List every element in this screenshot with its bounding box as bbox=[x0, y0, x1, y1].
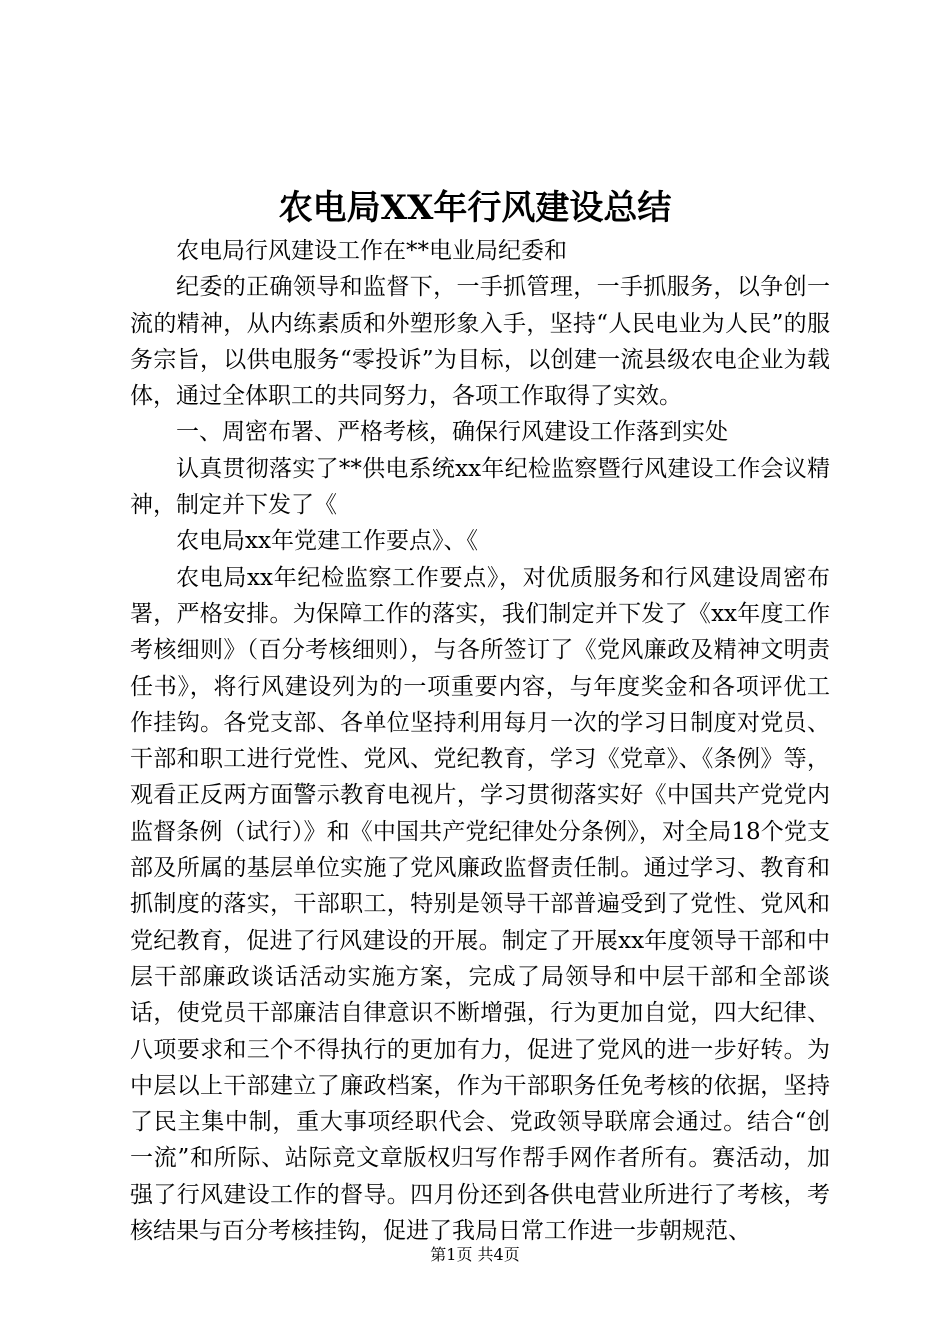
paragraph-intro-1: 农电局行风建设工作在**电业局纪委和 bbox=[176, 238, 567, 264]
paragraph-section-1-b: 农电局xx年党建工作要点》、《 bbox=[176, 528, 478, 555]
section-heading-1: 一、周密布署、严格考核，确保行风建设工作落到实处 bbox=[176, 419, 728, 446]
paragraph-section-1-c: 农电局xx年纪检监察工作要点》，对优质服务和行风建设周密布署，严格安排。为保障工作的落实，我们制定并下发了《xx年度工作考核细则》（百分考核细则），与各所签订了《党风廉政及精神文明责任书》，将行风建设列为的一项重要内容，与年度奖金和各项评优工作挂钩。各党支部、各单位坚持利用每月一次的学习日制度对党员、干部和职工进行党性、党风、党纪教育，学习《党章》、《条例》等，观看正反两方面警示教育电视片，学习贯彻落实好《中国共产党党内监督条例（试行）》和《中国共产党纪律处分条例》，对全局18个党支部及所属的基层单位实施了党风廉政监督责任制。通过学习、教育和抓制度的落实，干部职工，特别是领导干部普遍受到了党性、党风和党纪教育，促进了行风建设的开展。制定了开展xx年度领导干部和中层干部廉政谈话活动实施方案，完成了局领导和中层干部和全部谈话，使党员干部廉洁自律意识不断增强，行为更加自觉，四大纪律、八项要求和三个不得执行的更加有力，促进了党风的进一步好转。为中层以上干部建立了廉政档案，作为干部职务任免考核的依据，坚持了民主集中制，重大事项经职代会、党政领导联席会通过。结合“创一流”和所际、站际竞文章版权归写作帮手网作者所有。赛活动，加强了行风建设工作的督导。四月份还到各供电营业所进行了考核，考核结果与百分考核挂钩，促进了我局日常工作进一步朝规范、 bbox=[130, 564, 830, 1245]
paragraph-intro-2: 纪委的正确领导和监督下，一手抓管理，一手抓服务，以争创一流的精神，从内练素质和外塑形象入手，坚持“人民电业为人民”的服务宗旨，以供电服务“零投诉”为目标，以创建一流县级农电企业为载体，通过全体职工的共同努力，各项工作取得了实效。 bbox=[130, 274, 830, 410]
document-title: 农电局XX年行风建设总结 bbox=[278, 188, 672, 228]
document-body bbox=[130, 233, 830, 1249]
paragraph-section-1-a: 认真贯彻落实了**供电系统xx年纪检监察暨行风建设工作会议精神，制定并下发了《 bbox=[130, 455, 830, 519]
page-footer: 第1页 共4页 bbox=[430, 1245, 520, 1264]
